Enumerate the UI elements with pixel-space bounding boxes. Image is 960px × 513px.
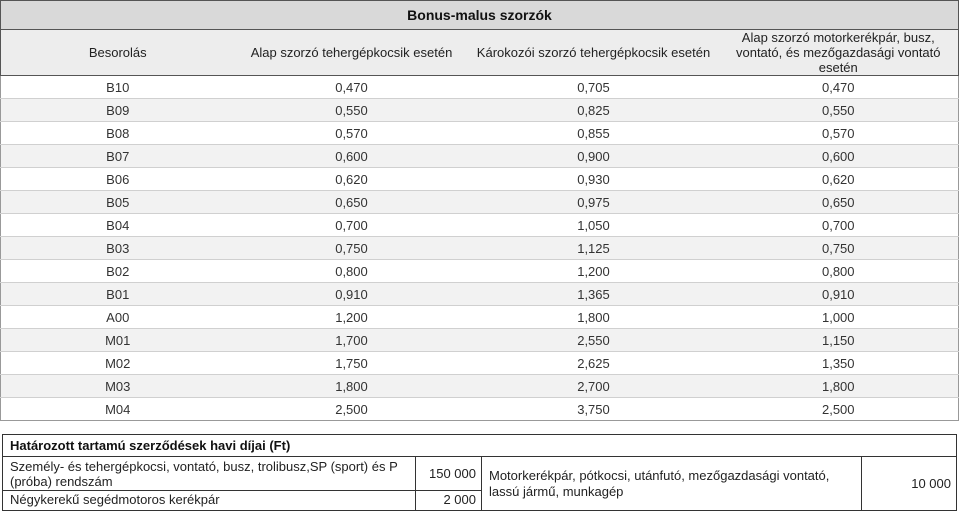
cell-besorolas: B10 (1, 76, 235, 99)
cell-alap-teher: 1,200 (235, 306, 469, 329)
cell-karokozoi: 0,705 (469, 76, 719, 99)
cell-besorolas: B06 (1, 168, 235, 191)
cell-alap-teher: 0,700 (235, 214, 469, 237)
cell-alap-teher: 1,750 (235, 352, 469, 375)
cell-karokozoi: 1,365 (469, 283, 719, 306)
cell-alap-teher: 1,800 (235, 375, 469, 398)
fee-label-quad: Négykerekű segédmotoros kerékpár (3, 490, 416, 510)
cell-alap-motor: 0,470 (719, 76, 959, 99)
cell-besorolas: B02 (1, 260, 235, 283)
cell-alap-motor: 1,150 (719, 329, 959, 352)
cell-karokozoi: 2,625 (469, 352, 719, 375)
cell-alap-motor: 0,910 (719, 283, 959, 306)
cell-alap-teher: 1,700 (235, 329, 469, 352)
cell-alap-motor: 0,700 (719, 214, 959, 237)
table-row (1, 306, 959, 329)
cell-besorolas: B03 (1, 237, 235, 260)
cell-besorolas: A00 (1, 306, 235, 329)
cell-alap-motor: 1,350 (719, 352, 959, 375)
header-besorolas: Besorolás (1, 30, 235, 76)
table-row (1, 398, 959, 421)
table-row (1, 237, 959, 260)
cell-besorolas: M04 (1, 398, 235, 421)
fee-label-car: Személy- és tehergépkocsi, vontató, busz, trolibusz,SP (sport) és P (próba) rendszám (3, 457, 416, 490)
cell-alap-teher: 0,620 (235, 168, 469, 191)
cell-besorolas: B09 (1, 99, 235, 122)
cell-alap-teher: 0,470 (235, 76, 469, 99)
cell-alap-teher: 0,650 (235, 191, 469, 214)
cell-alap-teher: 0,600 (235, 145, 469, 168)
cell-alap-teher: 2,500 (235, 398, 469, 421)
table-row (1, 352, 959, 375)
cell-besorolas: M02 (1, 352, 235, 375)
table-row (1, 283, 959, 306)
cell-besorolas: B04 (1, 214, 235, 237)
table-row (1, 329, 959, 352)
cell-alap-teher: 0,550 (235, 99, 469, 122)
header-alap-szorzo-teher: Alap szorzó tehergépkocsik esetén (235, 30, 469, 76)
table-row (1, 99, 959, 122)
cell-besorolas: B08 (1, 122, 235, 145)
fee-value-quad: 2 000 (416, 490, 482, 510)
table-row (1, 76, 959, 99)
cell-alap-motor: 0,550 (719, 99, 959, 122)
table-row (1, 375, 959, 398)
cell-alap-motor: 0,620 (719, 168, 959, 191)
cell-karokozoi: 1,050 (469, 214, 719, 237)
table-row (1, 214, 959, 237)
cell-alap-teher: 0,570 (235, 122, 469, 145)
table-row (1, 168, 959, 191)
cell-karokozoi: 2,550 (469, 329, 719, 352)
cell-alap-motor: 0,650 (719, 191, 959, 214)
fees-box (2, 434, 957, 511)
cell-alap-teher: 0,800 (235, 260, 469, 283)
header-row (1, 30, 959, 76)
bonus-malus-body (1, 76, 959, 421)
cell-besorolas: B07 (1, 145, 235, 168)
fee-label-motorcycle: Motorkerékpár, pótkocsi, utánfutó, mezőgazdasági vontató, lassú jármű, munkagép (482, 457, 862, 510)
cell-alap-motor: 0,600 (719, 145, 959, 168)
cell-alap-teher: 0,910 (235, 283, 469, 306)
cell-karokozoi: 2,700 (469, 375, 719, 398)
fees-title: Határozott tartamú szerződések havi díjai (Ft) (3, 435, 956, 457)
header-alap-szorzo-motor: Alap szorzó motorkerékpár, busz, vontató, és mezőgazdasági vontató esetén (719, 30, 959, 76)
cell-alap-teher: 0,750 (235, 237, 469, 260)
cell-alap-motor: 0,570 (719, 122, 959, 145)
header-karokozoi-szorzo: Károkozói szorzó tehergépkocsik esetén (469, 30, 719, 76)
cell-karokozoi: 0,930 (469, 168, 719, 191)
cell-besorolas: B01 (1, 283, 235, 306)
fee-value-car: 150 000 (416, 457, 482, 490)
cell-karokozoi: 0,900 (469, 145, 719, 168)
table-row (1, 145, 959, 168)
cell-alap-motor: 0,800 (719, 260, 959, 283)
cell-besorolas: M03 (1, 375, 235, 398)
table-row (1, 191, 959, 214)
cell-karokozoi: 1,800 (469, 306, 719, 329)
cell-karokozoi: 0,825 (469, 99, 719, 122)
cell-alap-motor: 1,800 (719, 375, 959, 398)
fee-value-motorcycle: 10 000 (911, 476, 951, 491)
cell-karokozoi: 3,750 (469, 398, 719, 421)
cell-alap-motor: 1,000 (719, 306, 959, 329)
table-row (1, 122, 959, 145)
cell-alap-motor: 0,750 (719, 237, 959, 260)
cell-besorolas: M01 (1, 329, 235, 352)
cell-alap-motor: 2,500 (719, 398, 959, 421)
cell-karokozoi: 0,855 (469, 122, 719, 145)
cell-karokozoi: 0,975 (469, 191, 719, 214)
table-row (1, 260, 959, 283)
cell-karokozoi: 1,200 (469, 260, 719, 283)
bonus-malus-title: Bonus-malus szorzók (1, 1, 959, 30)
cell-karokozoi: 1,125 (469, 237, 719, 260)
cell-besorolas: B05 (1, 191, 235, 214)
